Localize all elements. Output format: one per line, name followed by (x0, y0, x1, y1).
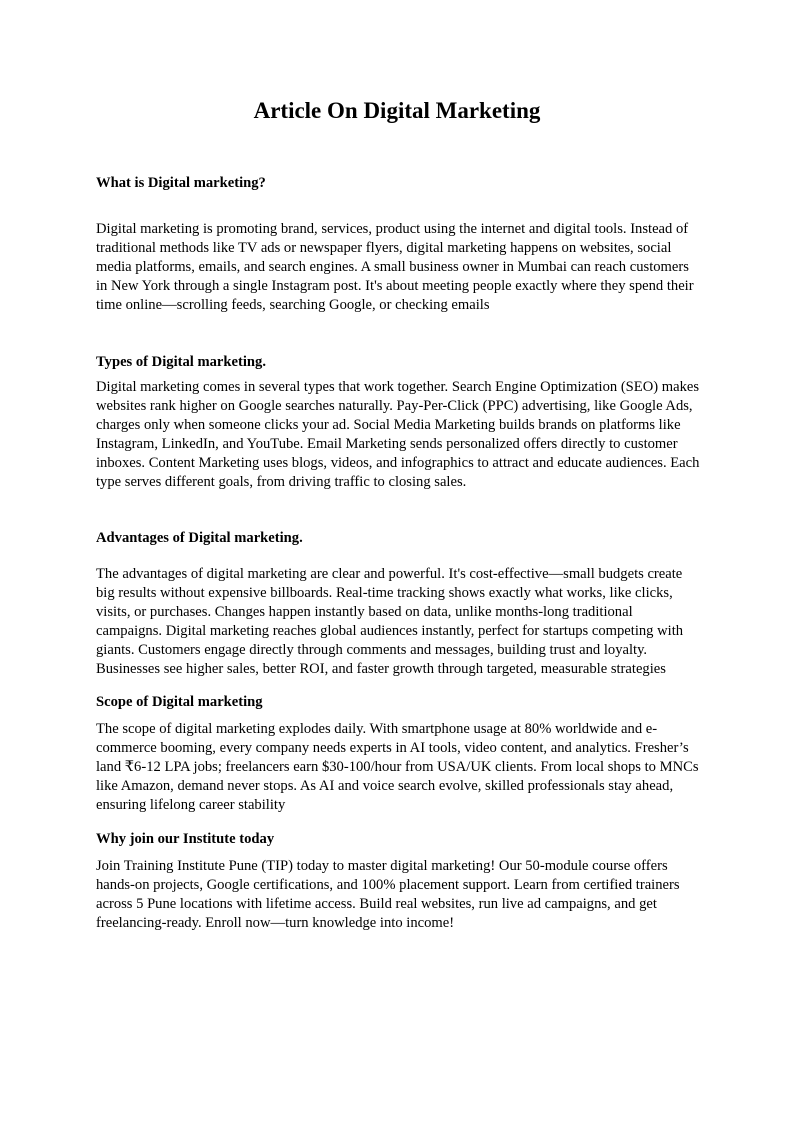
section-paragraph-advantages: The advantages of digital marketing are clear and powerful. It's cost-effective—small budgets create big results without expensive billboards. Real-time tracking shows exactly what works, like clicks, visits, or purchases. Changes happen instantly based on data, unlike months-long traditional campaigns. Digital marketing reaches global audiences instantly, perfect for startups competing with giants. Customers engage directly through comments and messages, building trust and loyalty. Businesses see higher sales, better ROI, and faster growth through targeted, measurable strategies (96, 566, 684, 678)
section-paragraph-why-join: Join Training Institute Pune (TIP) today to master digital marketing! Our 50-module course offers hands-on projects, Google certifications, and 100% placement support. Learn from certified trainers across 5 Pune locations with lifetime access. Build real websites, run live ad campaigns, and get freelancing-ready. Enroll now—turn knowledge into income! (96, 858, 680, 932)
section-paragraph-scope: The scope of digital marketing explodes daily. With smartphone usage at 80% worldwide and e-commerce booming, every company needs experts in AI tools, video content, and analytics. Fresher’s land ₹6-12 LPA jobs; freelancers earn $30-100/hour from USA/UK clients. From local shops to MNCs like Amazon, demand never stops. As AI and voice search evolve, skilled professionals stay ahead, ensuring lifelong career stability (96, 721, 699, 814)
page-title: Article On Digital Marketing (253, 98, 541, 123)
section-paragraph-types: Digital marketing comes in several types that work together. Search Engine Optimization (SEO) makes websites rank higher on Google searches naturally. Pay-Per-Click (PPC) advertising, like Google Ads, charges only when someone clicks your ad. Social Media Marketing builds brands on platforms like Instagram, LinkedIn, and YouTube. Email Marketing sends personalized offers directly to customer inboxes. Content Marketing uses blogs, videos, and infographics to attract and educate audiences. Each type serves different goals, from driving traffic to closing sales. (96, 379, 700, 491)
section-heading-what-is: What is Digital marketing? (96, 175, 266, 191)
section-heading-types: Types of Digital marketing. (96, 354, 266, 370)
section-heading-scope: Scope of Digital marketing (96, 694, 263, 710)
section-paragraph-what-is: Digital marketing is promoting brand, services, product using the internet and digital tools. Instead of traditional methods like TV ads or newspaper flyers, digital marketing happens on websites, social media platforms, emails, and search engines. A small business owner in Mumbai can reach customers in New York through a single Instagram post. It's about meeting people exactly where they spend their time online—scrolling feeds, searching Google, or checking emails (96, 221, 694, 314)
section-heading-why-join: Why join our Institute today (96, 831, 275, 847)
section-heading-advantages: Advantages of Digital marketing. (96, 530, 303, 546)
